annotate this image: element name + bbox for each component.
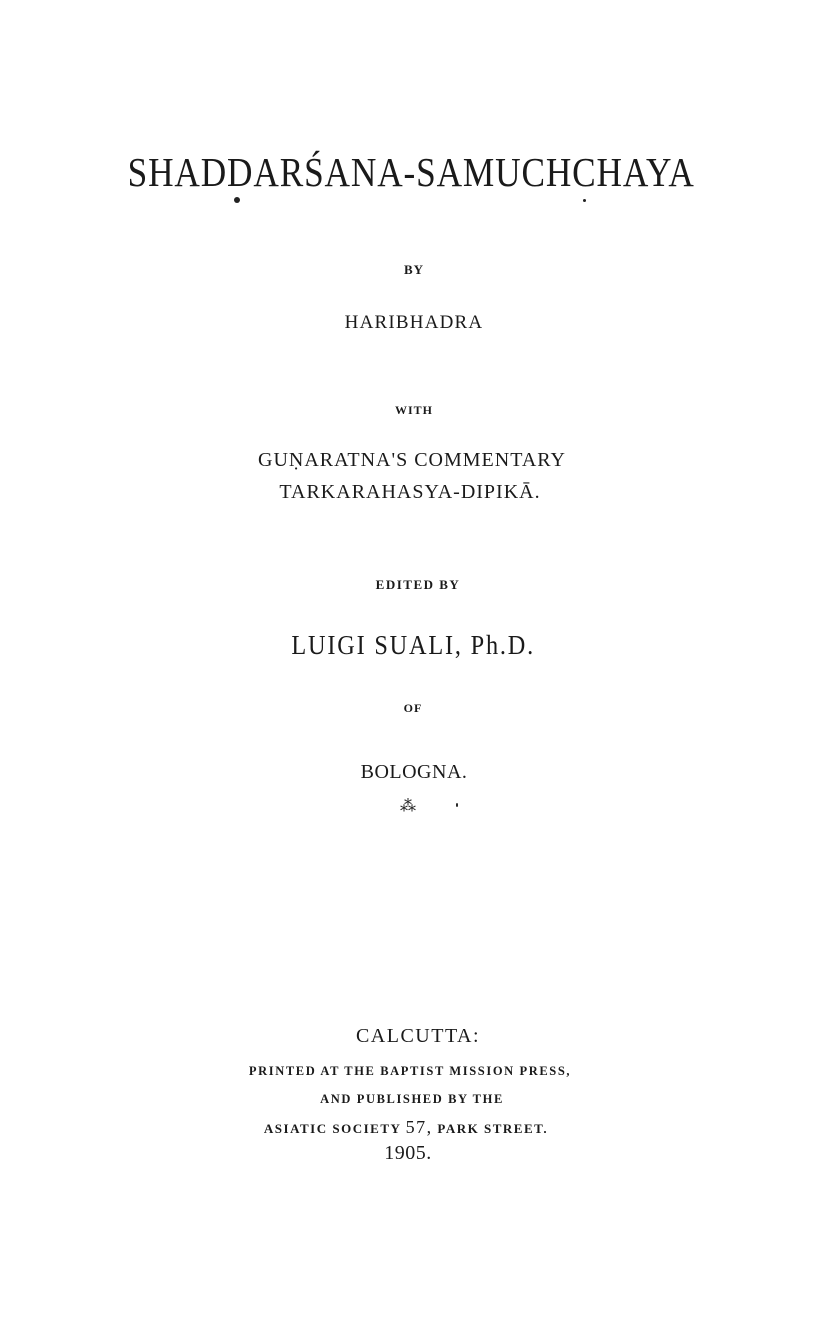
author-name: HARIBHADRA [344, 312, 484, 333]
address-street: PARK STREET. [432, 1121, 549, 1136]
editor-place: BOLOGNA. [360, 761, 468, 783]
address-number: 57, [405, 1117, 433, 1137]
imprint-printer: PRINTED AT THE BAPTIST MISSION PRESS, [248, 1064, 572, 1078]
imprint-city: CALCUTTA: [355, 1025, 481, 1047]
imprint-publisher: AND PUBLISHED BY THE [320, 1092, 504, 1106]
editor-name: LUIGI SUALI, Ph.D. [291, 630, 536, 660]
with-label: WITH [394, 403, 433, 417]
commentary-line-2: TARKARAHASYA-DIPIKĀ. [279, 481, 541, 503]
book-title: SHADDARŚANA-SAMUCHCHAYA [127, 149, 695, 195]
scan-speck [583, 199, 586, 202]
printer-ornament-icon: ⁂ [400, 798, 416, 815]
commentary-line-1: GUṆARATNA'S COMMENTARY [258, 449, 566, 471]
edited-by-label: EDITED BY [375, 577, 461, 592]
scan-speck [456, 803, 458, 807]
by-label: BY [403, 262, 425, 277]
scan-speck [234, 197, 240, 203]
imprint-address [0, 1118, 820, 1136]
society-name: ASIATIC SOCIETY [263, 1121, 406, 1136]
imprint-year: 1905. [384, 1142, 432, 1164]
of-label: OF [403, 701, 423, 715]
